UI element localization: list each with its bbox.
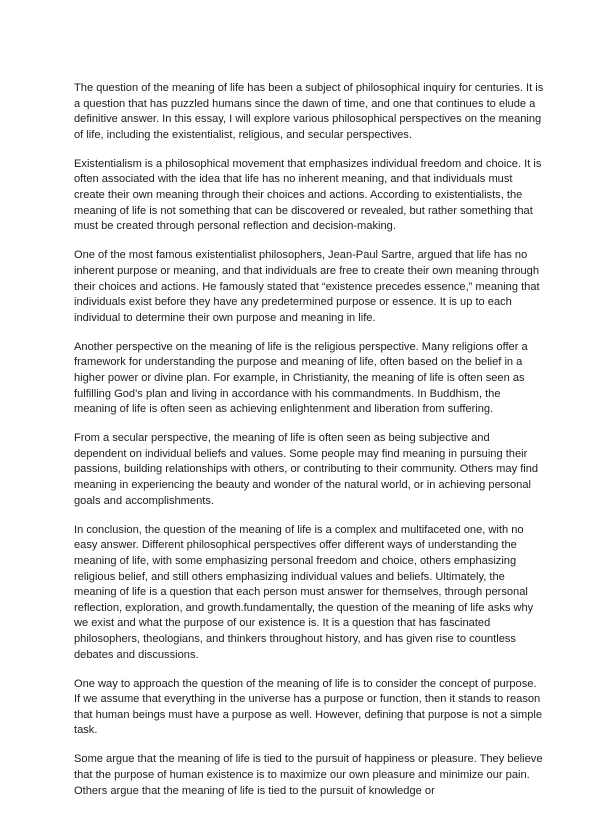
paragraph-religious-perspective: Another perspective on the meaning of life is the religious perspective. Many religions offer a framework for understanding the purpose and meaning of life, often based on the belief in a higher power or divine plan. For example, in Christianity, the meaning of life is often seen as fulfilling God’s plan and living in accordance with his commandments. In Buddhism, the meaning of life is often seen as achieving enlightenment and liberation from suffering.	[74, 340, 528, 416]
document-body	[74, 81, 544, 813]
paragraph-sartre: One of the most famous existentialist philosophers, Jean-Paul Sartre, argued that life has no inherent purpose or meaning, and that individuals are free to create their own meaning through their choices and actions. He famously stated that “existence precedes essence,” meaning that individuals exist before they have any predetermined purpose or essence. It is up to each individual to determine their own purpose and meaning in life.	[74, 249, 540, 324]
paragraph-happiness: Some argue that the meaning of life is tied to the pursuit of happiness or pleasure. They believe that the purpose of human existence is to maximize our own pleasure and minimize our pain. Others argue that the meaning of life is tied to the pursuit of knowledge or	[74, 753, 543, 797]
paragraph-introduction: The question of the meaning of life has been a subject of philosophical inquiry for centuries. It is a question that has puzzled humans since the dawn of time, and one that continues to elude a definitive answer. In this essay, I will explore various philosophical perspectives on the meaning of life, including the existentialist, religious, and secular perspectives.	[74, 82, 544, 141]
paragraph-conclusion: In conclusion, the question of the meaning of life is a complex and multifaceted one, with no easy answer. Different philosophical perspectives offer different ways of understanding the meaning of life, with some emphasizing personal freedom and choice, others emphasizing religious belief, and still others emphasizing individual values and beliefs. Ultimately, the meaning of life is a question that each person must answer for themselves, through personal reflection, exploration, and growth.fundamentally, the question of the meaning of life asks why we exist and what the purpose of our existence is. It is a question that has fascinated philosophers, theologians, and thinkers throughout history, and has given rise to countless debates and discussions.	[74, 523, 534, 661]
paragraph-secular-perspective: From a secular perspective, the meaning of life is often seen as being subjective and dependent on individual beliefs and values. Some people may find meaning in pursuing their passions, building relationships with others, or contributing to their community. Others may find meaning in experiencing the beauty and wonder of the natural world, or in achieving personal goals and accomplishments.	[74, 432, 539, 507]
paragraph-existentialism: Existentialism is a philosophical movement that emphasizes individual freedom and choice. It is often associated with the idea that life has no inherent meaning, and that individuals must create their own meaning through their choices and actions. According to existentialists, the meaning of life is not something that can be discovered or revealed, but rather something that must be created through personal reflection and decision-making.	[74, 157, 542, 233]
paragraph-purpose: One way to approach the question of the meaning of life is to consider the concept of purpose. If we assume that everything in the universe has a purpose or function, then it stands to reason that human beings must have a purpose as well. However, defining that purpose is not a simple task.	[74, 677, 543, 737]
